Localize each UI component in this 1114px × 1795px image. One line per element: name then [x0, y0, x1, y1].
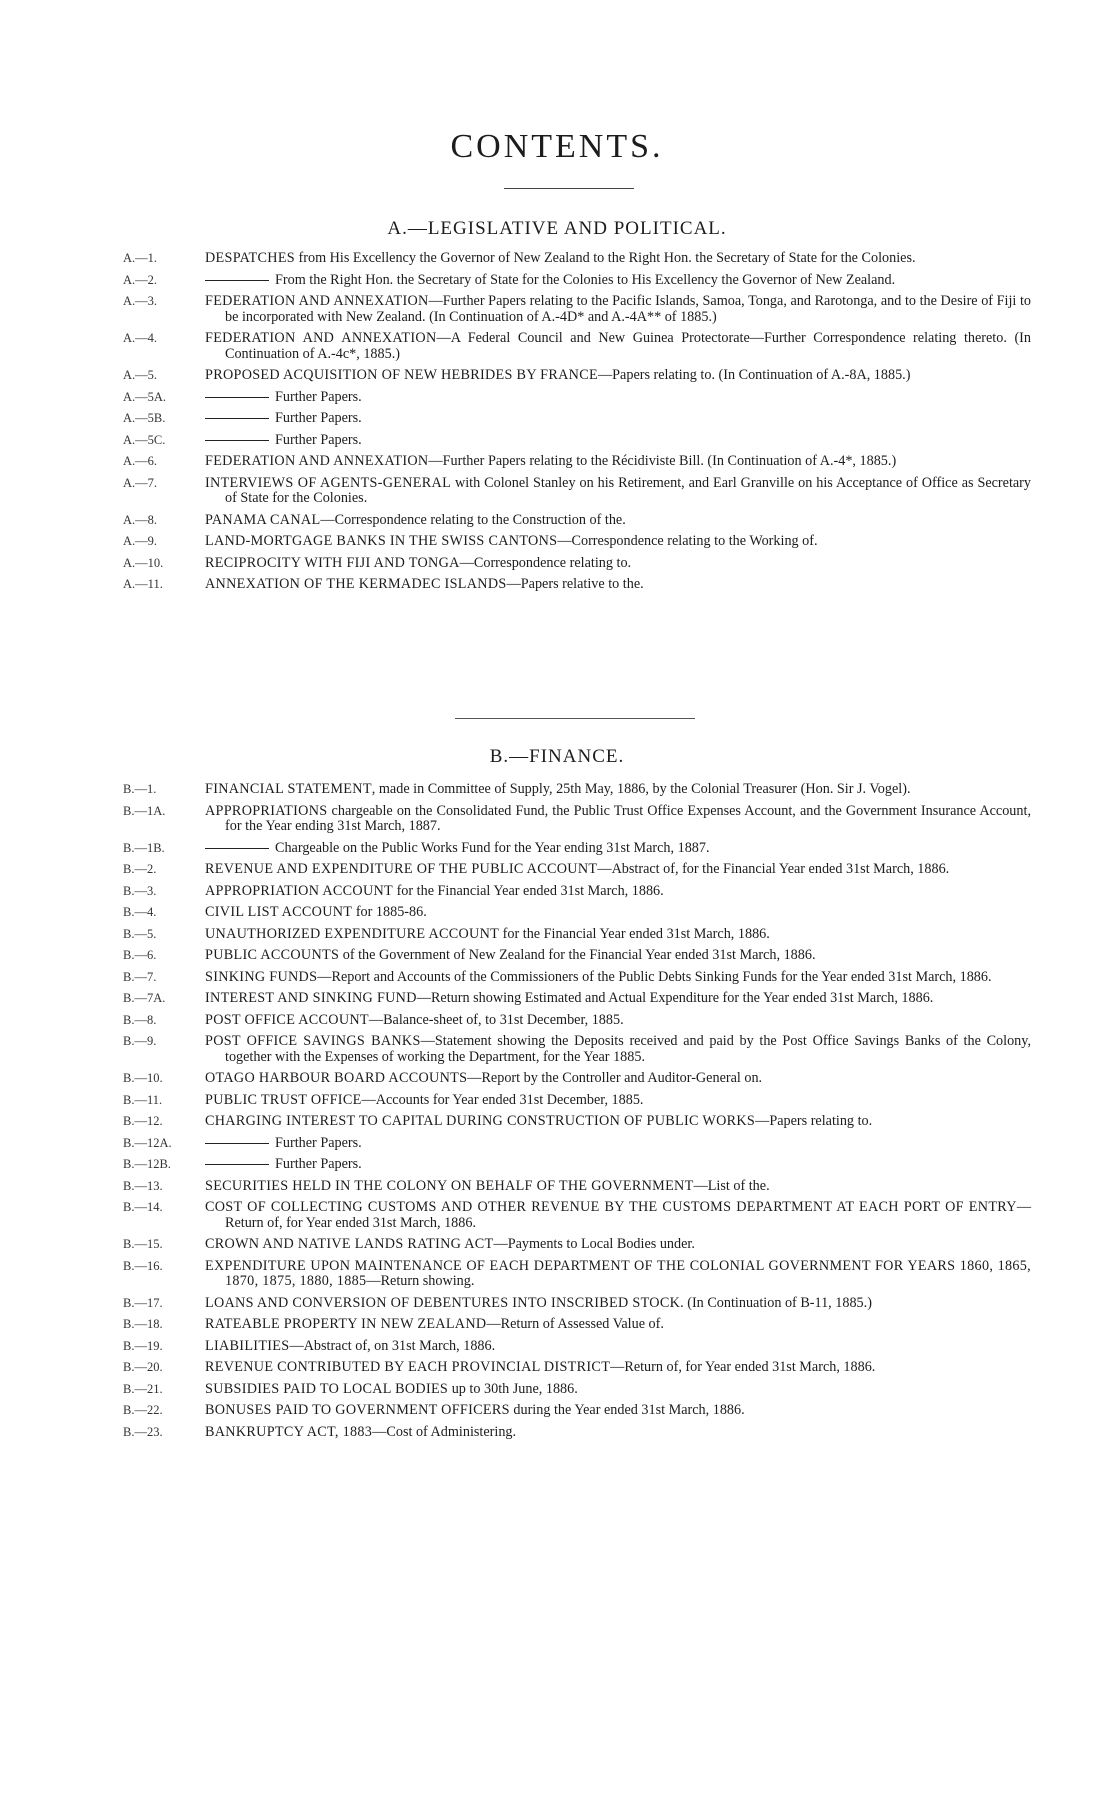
entry-description: —Report and Accounts of the Commissioners of the Public Debts Sinking Funds for the Year ended 31st March, 1886. — [317, 968, 992, 985]
entry-description: —Return of, for Year ended 31st March, 1886. — [225, 1199, 1031, 1231]
contents-entry — [0, 841, 1114, 857]
contents-entry — [0, 1317, 1114, 1333]
entry-text — [205, 1237, 1031, 1253]
entry-description: —Papers relative to the. — [506, 576, 644, 592]
contents-entry — [0, 577, 1114, 593]
entry-text — [205, 454, 1031, 470]
section-a-entries — [0, 251, 1114, 599]
entry-number: B.—15. — [123, 1237, 163, 1251]
entry-title: RECIPROCITY WITH FIJI AND TONGA — [205, 554, 460, 571]
entry-number: A.—7. — [123, 475, 158, 490]
contents-entry — [0, 273, 1114, 289]
entry-text — [205, 1382, 1031, 1398]
entry-number: B.—1B. — [123, 840, 165, 855]
entry-number: B.—2. — [123, 862, 157, 876]
entry-description: for 1885-86. — [352, 904, 427, 920]
entry-description: —Papers relating to. — [755, 1113, 873, 1129]
entry-number: A.—5C. — [123, 432, 166, 447]
entry-number: B.—6. — [123, 948, 157, 962]
contents-entry — [0, 1403, 1114, 1419]
contents-entry — [0, 970, 1114, 986]
entry-title: LIABILITIES — [205, 1337, 290, 1354]
entry-text — [205, 1093, 1031, 1109]
entry-number: B.—13. — [123, 1178, 163, 1193]
contents-entry — [0, 454, 1114, 470]
entry-number: A.—10. — [123, 555, 164, 570]
entry-number: A.—4. — [123, 331, 158, 345]
entry-number: B.—12A. — [123, 1135, 172, 1150]
contents-entry — [0, 1237, 1114, 1253]
contents-entry — [0, 884, 1114, 900]
entry-description: of the Government of New Zealand for the Financial Year ended 31st March, 1886. — [339, 947, 816, 963]
entry-text — [205, 577, 1031, 593]
entry-number: B.—12B. — [123, 1157, 171, 1171]
entry-description: Further Papers. — [275, 1134, 362, 1151]
entry-text — [205, 948, 1031, 964]
entry-description: —Abstract of, for the Financial Year ended 31st March, 1886. — [597, 861, 950, 877]
entry-number: B.—18. — [123, 1317, 163, 1331]
entry-text — [205, 1136, 1031, 1152]
entry-number: B.—4. — [123, 905, 157, 919]
contents-entry — [0, 1200, 1114, 1231]
entry-title: ANNEXATION OF THE KERMADEC ISLANDS — [205, 576, 507, 592]
section-b-entries — [0, 782, 1114, 1446]
entry-title: BONUSES PAID TO GOVERNMENT OFFICERS — [205, 1402, 510, 1418]
entry-description: . (In Continuation of B-11, 1885.) — [680, 1294, 872, 1311]
contents-entry — [0, 1360, 1114, 1376]
entry-text — [205, 782, 1031, 798]
entry-text — [205, 390, 1031, 406]
entry-description: —Correspondence relating to the Construction of the. — [320, 511, 626, 528]
entry-number: A.—5B. — [123, 411, 166, 425]
entry-number: B.—14. — [123, 1200, 163, 1214]
contents-entry — [0, 411, 1114, 427]
entry-title: APPROPRIATION ACCOUNT — [205, 882, 394, 899]
contents-entry — [0, 905, 1114, 921]
entry-title: INTERVIEWS OF AGENTS-GENERAL — [205, 474, 452, 491]
entry-number: A.—8. — [123, 512, 158, 527]
entry-title: FEDERATION AND ANNEXATION — [205, 453, 429, 469]
entry-description: —Return showing Estimated and Actual Expenditure for the Year ended 31st March, 1886. — [416, 990, 934, 1006]
entry-number: B.—3. — [123, 883, 157, 898]
entry-number: B.—20. — [123, 1360, 163, 1374]
entry-text — [205, 513, 1031, 529]
entry-title: CIVIL LIST ACCOUNT — [205, 904, 353, 920]
entry-title: FINANCIAL STATEMENT — [205, 781, 372, 797]
entry-title: FEDERATION AND ANNEXATION — [205, 293, 429, 309]
entry-text — [205, 273, 1031, 289]
entry-text — [205, 556, 1031, 572]
contents-entry — [0, 782, 1114, 798]
contents-entry — [0, 368, 1114, 384]
ditto-dash — [205, 440, 269, 441]
entry-description: —Papers relating to. (In Continuation of A.-8A, 1885.) — [597, 367, 911, 383]
entry-text — [205, 294, 1031, 325]
entry-number: A.—3. — [123, 294, 158, 308]
ditto-dash — [205, 1143, 269, 1144]
contents-entry — [0, 804, 1114, 835]
entry-number: B.—9. — [123, 1034, 157, 1048]
entry-text — [205, 1403, 1031, 1419]
contents-entry — [0, 1382, 1114, 1398]
contents-entry — [0, 948, 1114, 964]
entry-number: A.—5. — [123, 368, 158, 382]
entry-title: CROWN AND NATIVE LANDS RATING ACT — [205, 1236, 494, 1252]
contents-entry — [0, 433, 1114, 449]
entry-description: —Correspondence relating to the Working of. — [557, 533, 818, 549]
entry-description: , made in Committee of Supply, 25th May, 1886, by the Colonial Treasurer (Hon. Sir J. Vogel). — [371, 781, 911, 797]
entry-description: —List of the. — [693, 1177, 770, 1194]
entry-text — [205, 1296, 1031, 1312]
entry-text — [205, 991, 1031, 1007]
entry-number: B.—19. — [123, 1338, 163, 1353]
entry-title: COST OF COLLECTING CUSTOMS AND OTHER REVENUE BY THE CUSTOMS DEPARTMENT AT EACH PORT OF ENTRY — [205, 1199, 1017, 1215]
entry-description: Further Papers. — [275, 431, 362, 448]
entry-text — [205, 804, 1031, 835]
ditto-dash — [205, 280, 269, 281]
entry-title: PUBLIC ACCOUNTS — [205, 947, 340, 963]
entry-number: A.—11. — [123, 577, 163, 591]
section-b-heading: B.—FINANCE. — [489, 746, 625, 767]
entry-number: B.—7. — [123, 969, 157, 984]
entry-description: —Return of, for Year ended 31st March, 1886. — [610, 1359, 876, 1375]
entry-number: B.—21. — [123, 1381, 163, 1396]
entry-text — [205, 331, 1031, 362]
entry-description: —Abstract of, on 31st March, 1886. — [289, 1337, 496, 1354]
entry-title: LOANS AND CONVERSION OF DEBENTURES INTO INSCRIBED STOCK — [205, 1294, 681, 1311]
contents-entry — [0, 294, 1114, 325]
contents-entry — [0, 1114, 1114, 1130]
entry-number: B.—10. — [123, 1071, 163, 1085]
entry-title: UNAUTHORIZED EXPENDITURE ACCOUNT — [205, 925, 500, 942]
contents-entry — [0, 991, 1114, 1007]
contents-entry — [0, 1034, 1114, 1065]
title-rule — [504, 188, 634, 189]
entry-title: PUBLIC TRUST OFFICE — [205, 1091, 362, 1108]
entry-text — [205, 1360, 1031, 1376]
entry-description: —Accounts for Year ended 31st December, 1885. — [361, 1091, 644, 1108]
entry-text — [205, 1259, 1031, 1290]
entry-text — [205, 1071, 1031, 1087]
entry-text — [205, 970, 1031, 986]
entry-text — [205, 927, 1031, 943]
entry-description: —Payments to Local Bodies under. — [493, 1236, 695, 1252]
contents-entry — [0, 513, 1114, 529]
entry-title: POST OFFICE SAVINGS BANKS — [205, 1033, 421, 1049]
entry-number: B.—11. — [123, 1092, 163, 1107]
contents-entry — [0, 534, 1114, 550]
entry-description: Chargeable on the Public Works Fund for the Year ending 31st March, 1887. — [275, 839, 710, 856]
contents-entry — [0, 1296, 1114, 1312]
entry-number: B.—16. — [123, 1258, 163, 1273]
entry-number: A.—9. — [123, 534, 158, 548]
contents-entry — [0, 1179, 1114, 1195]
entry-description: —Balance-sheet of, to 31st December, 1885. — [368, 1011, 624, 1028]
entry-text — [205, 476, 1031, 507]
entry-description: Further Papers. — [275, 1156, 362, 1172]
entry-text — [205, 1034, 1031, 1065]
entry-text — [205, 534, 1031, 550]
entry-description: chargeable on the Consolidated Fund, the Public Trust Office Expenses Account, and the Government Insurance Account, for the Year ending 31st March, 1887. — [225, 802, 1031, 834]
entry-text — [205, 862, 1031, 878]
entry-title: INTEREST AND SINKING FUND — [205, 990, 417, 1006]
contents-entry — [0, 1093, 1114, 1109]
entry-description: From the Right Hon. the Secretary of State for the Colonies to His Excellency the Governor of New Zealand. — [275, 271, 896, 288]
contents-entry — [0, 556, 1114, 572]
entry-title: SINKING FUNDS — [205, 968, 318, 985]
entry-number: B.—12. — [123, 1114, 163, 1128]
entry-title: REVENUE AND EXPENDITURE OF THE PUBLIC ACCOUNT — [205, 861, 598, 877]
entry-text — [205, 368, 1031, 384]
contents-entry — [0, 1259, 1114, 1290]
page-title: CONTENTS. — [450, 128, 664, 165]
entry-text — [205, 1013, 1031, 1029]
entry-number: B.—7A. — [123, 991, 166, 1005]
section-divider — [455, 718, 695, 719]
entry-title: LAND-MORTGAGE BANKS IN THE SWISS CANTONS — [205, 533, 558, 549]
entry-description: —Further Papers relating to the Pacific Islands, Samoa, Tonga, and Rarotonga, and to the Desire of Fiji to be incorporated with New Zealand. (In Continuation of A.-4D* and A.-4A** of 1885.) — [225, 293, 1032, 325]
entry-title: EXPENDITURE UPON MAINTENANCE OF EACH DEPARTMENT OF THE COLONIAL GOVERNMENT FOR YEARS 1860, 1865, 1870, 1875, 1880, 1885 — [205, 1257, 1031, 1289]
entry-number: B.—5. — [123, 926, 157, 941]
entry-number: A.—5A. — [123, 389, 167, 404]
entry-number: A.—2. — [123, 272, 158, 287]
ditto-dash — [205, 418, 269, 419]
entry-text — [205, 433, 1031, 449]
entry-text — [205, 1200, 1031, 1231]
entry-number: B.—23. — [123, 1424, 163, 1439]
entry-description: —Return of Assessed Value of. — [486, 1316, 664, 1332]
entry-number: B.—8. — [123, 1012, 157, 1027]
entry-number: B.—1A. — [123, 803, 166, 818]
contents-entry — [0, 251, 1114, 267]
entry-description: up to 30th June, 1886. — [448, 1380, 578, 1397]
entry-description: —Cost of Administering. — [372, 1423, 517, 1440]
entry-description: —Further Papers relating to the Récidiviste Bill. (In Continuation of A.-4*, 1885.) — [428, 453, 897, 469]
contents-entry — [0, 1425, 1114, 1441]
contents-entry — [0, 1071, 1114, 1087]
entry-number: B.—17. — [123, 1295, 163, 1310]
entry-text — [205, 411, 1031, 427]
contents-entry — [0, 1136, 1114, 1152]
entry-description: —A Federal Council and New Guinea Protectorate—Further Correspondence relating thereto. (In Continuation of A.-4c*, 1885.) — [225, 330, 1031, 362]
entry-description: —Correspondence relating to. — [459, 554, 632, 571]
entry-title: FEDERATION AND ANNEXATION — [205, 330, 437, 346]
entry-description: —Report by the Controller and Auditor-General on. — [467, 1070, 763, 1086]
entry-title: DESPATCHES — [205, 250, 295, 266]
entry-title: RATEABLE PROPERTY IN NEW ZEALAND — [205, 1316, 487, 1332]
entry-title: PANAMA CANAL — [205, 511, 321, 528]
contents-entry — [0, 1339, 1114, 1355]
entry-description: with Colonel Stanley on his Retirement, and Earl Granville on his Acceptance of Office as Secretary of State for the Colonies. — [225, 474, 1032, 506]
entry-description: for the Financial Year ended 31st March, 1886. — [499, 925, 770, 942]
entry-description: during the Year ended 31st March, 1886. — [509, 1402, 745, 1418]
entry-text — [205, 1157, 1031, 1173]
entry-title: POST OFFICE ACCOUNT — [205, 1011, 369, 1028]
entry-description: for the Financial Year ended 31st March, 1886. — [393, 882, 664, 899]
entry-number: B.—1. — [123, 782, 157, 796]
entry-text — [205, 1179, 1031, 1195]
entry-number: A.—1. — [123, 251, 158, 265]
contents-entry — [0, 1013, 1114, 1029]
entry-text — [205, 1339, 1031, 1355]
entry-number: A.—6. — [123, 454, 158, 468]
entry-text — [205, 884, 1031, 900]
contents-entry — [0, 927, 1114, 943]
entry-description: —Return showing. — [366, 1273, 475, 1289]
entry-text — [205, 1425, 1031, 1441]
entry-text — [205, 1114, 1031, 1130]
entry-description: Further Papers. — [275, 388, 362, 405]
entry-number: B.—22. — [123, 1403, 163, 1417]
entry-title: SECURITIES HELD IN THE COLONY ON BEHALF OF THE GOVERNMENT — [205, 1177, 694, 1194]
contents-entry — [0, 331, 1114, 362]
entry-text — [205, 905, 1031, 921]
entry-text — [205, 841, 1031, 857]
entry-description: Further Papers. — [275, 410, 362, 426]
ditto-dash — [205, 397, 269, 398]
entry-text — [205, 251, 1031, 267]
ditto-dash — [205, 848, 269, 849]
entry-text — [205, 1317, 1031, 1333]
contents-entry — [0, 862, 1114, 878]
entry-title: CHARGING INTEREST TO CAPITAL DURING CONSTRUCTION OF PUBLIC WORKS — [205, 1113, 756, 1129]
contents-entry — [0, 390, 1114, 406]
section-a-heading: A.—LEGISLATIVE AND POLITICAL. — [387, 218, 727, 239]
ditto-dash — [205, 1164, 269, 1165]
entry-description: from His Excellency the Governor of New Zealand to the Right Hon. the Secretary of State for the Colonies. — [295, 250, 916, 266]
entry-description: —Statement showing the Deposits received and paid by the Post Office Savings Banks of the Colony, together with the Expenses of working the Department, for the Year 1885. — [225, 1033, 1031, 1065]
contents-entry — [0, 476, 1114, 507]
entry-title: BANKRUPTCY ACT, 1883 — [205, 1423, 373, 1440]
contents-entry — [0, 1157, 1114, 1173]
entry-title: OTAGO HARBOUR BOARD ACCOUNTS — [205, 1070, 468, 1086]
entry-title: PROPOSED ACQUISITION OF NEW HEBRIDES BY FRANCE — [205, 367, 598, 383]
entry-title: SUBSIDIES PAID TO LOCAL BODIES — [205, 1380, 449, 1397]
entry-title: APPROPRIATIONS — [205, 802, 328, 819]
entry-title: REVENUE CONTRIBUTED BY EACH PROVINCIAL DISTRICT — [205, 1359, 611, 1375]
